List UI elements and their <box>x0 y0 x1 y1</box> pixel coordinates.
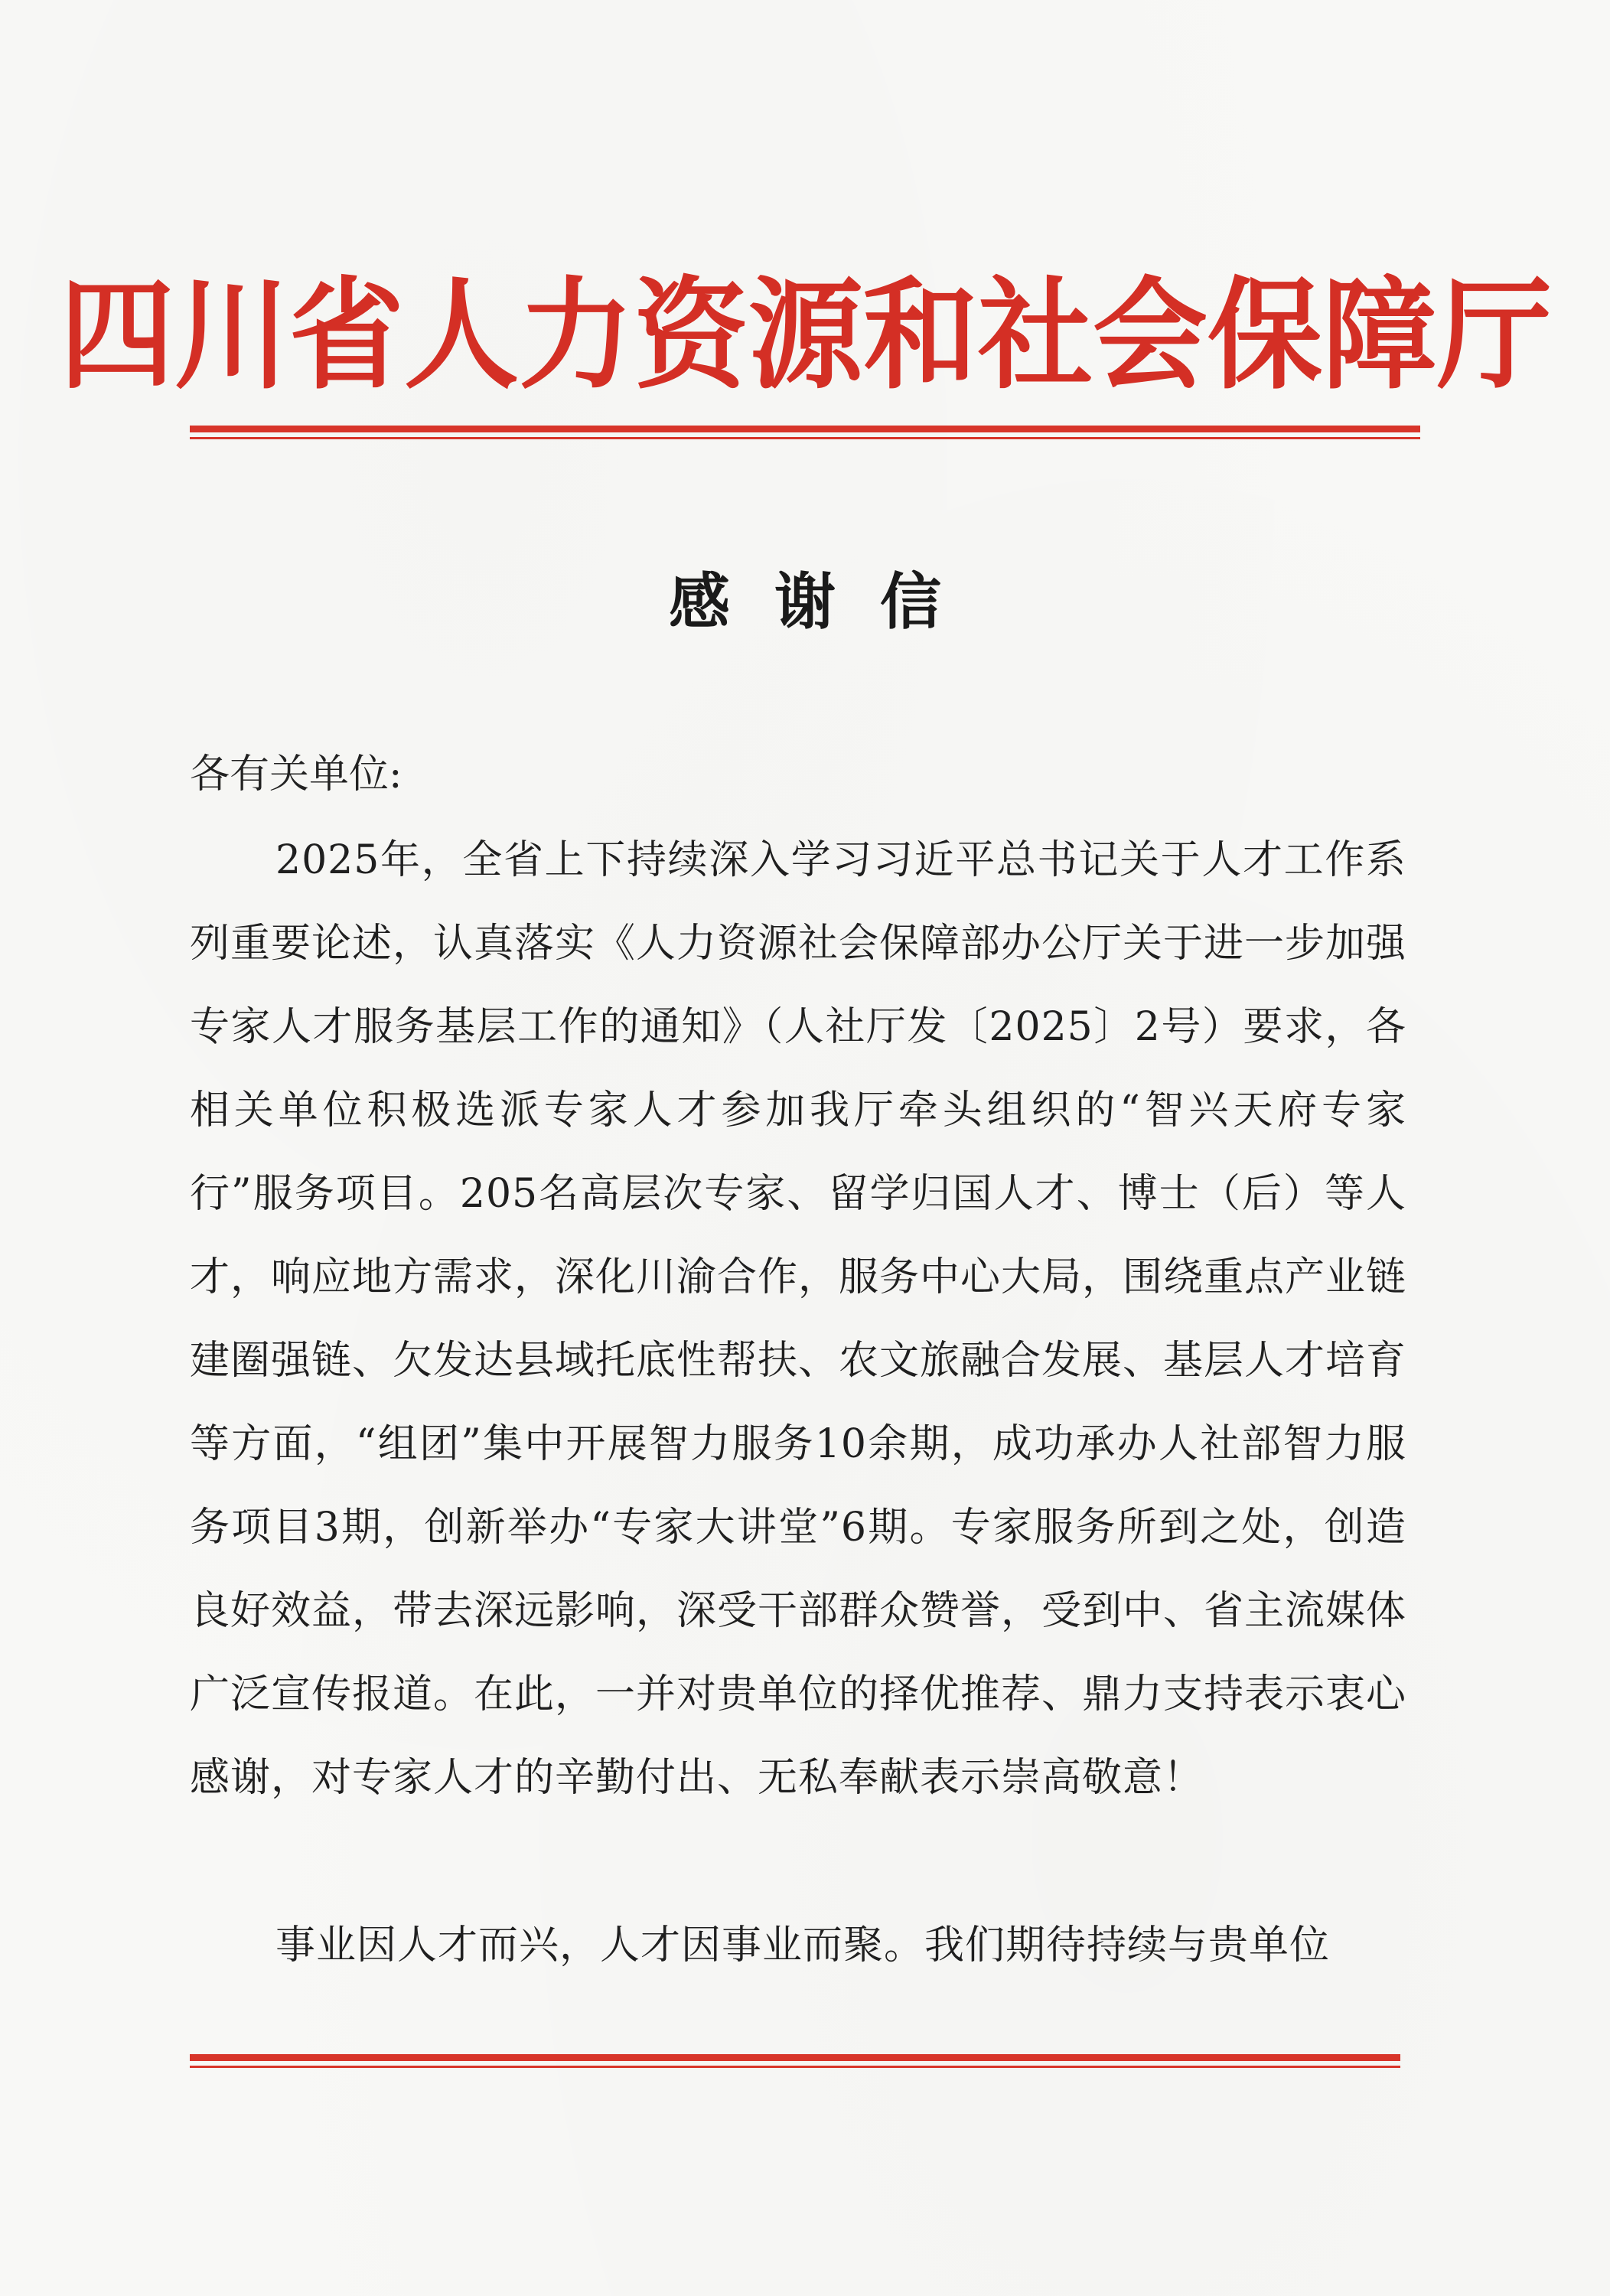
letter-paragraph: 事业因人才而兴，人才因事业而聚。我们期待持续与贵单位 <box>275 1923 1331 1968</box>
letter-salutation: 各有关单位: <box>190 752 402 797</box>
letter-title: 感谢信 <box>669 566 986 638</box>
letter-paragraph: 2025年，全省上下持续深入学习习近平总书记关于人才工作系列重要论述，认真落实《人力资源社会保障部办公厅关于进一步加强专家人才服务基层工作的通知》（人社厅发〔2025〕2号）要求，各相关单位积极选派专家人才参加我厅牵头组织的“智兴天府专家行”服务项目。205名高层次专家、留学归国人才、博士（后）等人才，响应地方需求，深化川渝合作，服务中心大局，围绕重点产业链建圈强链、欠发达县域托底性帮扶、农文旅融合发展、基层人才培育等方面，“组团”集中开展智力服务10余期，成功承办人社部智力服务项目3期，创新举办“专家大讲堂”6期。专家服务所到之处，创造良好效益，带去深远影响，深受干部群众赞誉，受到中、省主流媒体广泛宣传报道。在此，一并对贵单位的择优推荐、鼎力支持表示衷心感谢，对专家人才的辛勤付出、无私奉献表示崇高敬意！ <box>190 837 1407 1801</box>
letterhead-organization-name: 四川省人力资源和社会保障厅 <box>60 264 1553 406</box>
footer-red-rule-thin <box>190 2066 1400 2068</box>
footer-red-rule-thick <box>190 2054 1400 2061</box>
letterhead-red-rule-thick <box>190 426 1420 432</box>
letterhead-red-rule-thin <box>190 437 1420 439</box>
letterhead <box>60 264 1553 406</box>
